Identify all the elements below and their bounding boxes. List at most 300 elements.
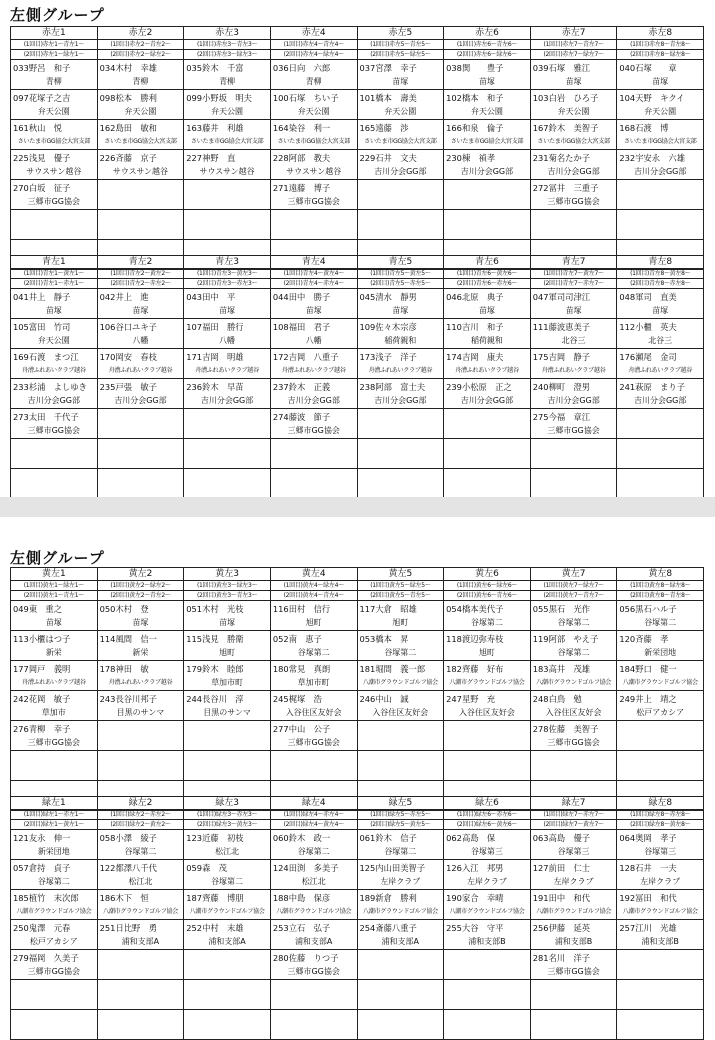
- route-cell: (2回目)青左2～赤左2～: [97, 279, 184, 289]
- player-name: 105富田 竹司: [13, 321, 71, 332]
- player-name: 255大谷 守平: [446, 922, 504, 933]
- player-name: 229石井 文夫: [359, 152, 417, 163]
- club-name: 八潮市グラウンドゴルフ協会: [622, 678, 698, 686]
- player-cell: [444, 980, 531, 1010]
- course-header: 赤左2: [97, 27, 184, 40]
- player-cell: [530, 1010, 617, 1040]
- player-name: 250鬼澤 元春: [13, 922, 71, 933]
- player-cell: [270, 691, 357, 721]
- player-cell: [270, 180, 357, 210]
- player-name: 039石塚 雅江: [532, 62, 591, 73]
- player-name: 187齊藤 博朋: [186, 892, 244, 903]
- player-name: 046北原 典子: [446, 291, 504, 302]
- header-row: [11, 27, 704, 40]
- player-cell: [530, 210, 617, 240]
- club-name: 苗塚: [305, 305, 322, 315]
- route-cell: (2回目)緑左1～黄左1～: [11, 820, 98, 830]
- route-cell: (1回目)緑左1～赤左1～: [11, 810, 98, 820]
- route-cell: (2回目)緑左8～黄左8～: [617, 820, 704, 830]
- player-cell: [270, 1010, 357, 1040]
- player-cell: [97, 1010, 184, 1040]
- player-cell: [530, 289, 617, 319]
- club-name: 旭町: [392, 617, 409, 627]
- player-name: 275今福 章江: [532, 411, 591, 422]
- player-name: 271遠藤 博子: [272, 182, 331, 193]
- player-name: 253立石 弘子: [272, 922, 331, 933]
- club-name: 苗塚: [45, 617, 62, 627]
- player-cell: [530, 751, 617, 781]
- route-row: [11, 40, 704, 50]
- player-name: 110吉川 和子: [446, 321, 504, 332]
- club-name: 八潮市グラウンドゴルフ協会: [189, 907, 265, 915]
- club-name: さいたま市GG協会大宮支部: [450, 137, 524, 145]
- player-cell: [617, 120, 704, 150]
- route-cell: (1回目)黄左3～緑左3～: [184, 581, 271, 591]
- player-cell: [617, 830, 704, 860]
- player-cell: [97, 439, 184, 469]
- player-name: 103白岩 ひろ子: [532, 92, 599, 103]
- club-name: 稲荷親和: [384, 335, 417, 345]
- player-cell: [530, 180, 617, 210]
- player-name: 053橋本 昇: [359, 633, 409, 644]
- player-cell: [11, 409, 98, 439]
- player-cell: [270, 751, 357, 781]
- player-name: 281名川 洋子: [532, 952, 591, 963]
- player-cell: [617, 950, 704, 980]
- player-name: 113小櫃はつ子: [13, 633, 71, 644]
- player-cell: [357, 439, 444, 469]
- player-cell: [97, 751, 184, 781]
- route-cell: (2回目)赤左5～緑左5～: [357, 50, 444, 60]
- player-cell: [11, 469, 98, 499]
- player-cell: [357, 980, 444, 1010]
- club-name: 浦和支部B: [641, 936, 679, 946]
- player-name: 183高井 茂雄: [532, 663, 591, 674]
- route-cell: (1回目)緑左2～赤左2～: [97, 810, 184, 820]
- player-cell: [617, 601, 704, 631]
- course-header: 黄左3: [184, 568, 271, 581]
- player-cell: [530, 830, 617, 860]
- player-name: 038関 豊子: [446, 62, 504, 73]
- player-cell: [357, 120, 444, 150]
- player-name: 037宮澤 幸子: [359, 62, 417, 73]
- route-cell: (1回目)緑左4～赤左4～: [270, 810, 357, 820]
- player-cell: [357, 860, 444, 890]
- player-name: 239小松原 正之: [446, 381, 512, 392]
- player-row: [11, 721, 704, 751]
- player-cell: [184, 830, 271, 860]
- route-cell: (2回目)青左4～赤左4～: [270, 279, 357, 289]
- club-name: 苗塚: [478, 76, 495, 86]
- player-name: 181堀間 義一郎: [359, 663, 426, 674]
- route-cell: (2回目)緑左3～黄左3～: [184, 820, 271, 830]
- club-name: 草加市町: [297, 677, 330, 687]
- course-header: 緑左2: [97, 797, 184, 810]
- club-name: 八潮市グラウンドゴルフ協会: [536, 678, 612, 686]
- route-cell: (1回目)黄左4～緑左4～: [270, 581, 357, 591]
- player-cell: [530, 120, 617, 150]
- player-cell: [11, 860, 98, 890]
- route-cell: (1回目)黄左2～緑左2～: [97, 581, 184, 591]
- club-name: 吉川分会GG部: [200, 395, 254, 405]
- club-name: 舟漕ふれあいクラブ越谷: [108, 366, 173, 374]
- player-cell: [97, 349, 184, 379]
- player-name: 248白鳥 勉: [532, 693, 582, 704]
- player-name: 047軍司司津江: [532, 291, 591, 302]
- club-name: 浦和支部B: [468, 936, 506, 946]
- route-row: [11, 581, 704, 591]
- course-header: 青左7: [530, 256, 617, 269]
- player-cell: [617, 150, 704, 180]
- player-cell: [530, 439, 617, 469]
- club-name: サウスサン越谷: [199, 166, 255, 176]
- player-cell: [444, 289, 531, 319]
- player-cell: [97, 409, 184, 439]
- player-name: 244長谷川 淳: [186, 693, 244, 704]
- player-name: 115浅見 勝衛: [186, 633, 244, 644]
- route-cell: (1回目)赤左6～青左6～: [444, 40, 531, 50]
- course-header: 青左3: [184, 256, 271, 269]
- player-name: 119阿部 やえ子: [532, 633, 599, 644]
- player-name: 252中村 末雄: [186, 922, 244, 933]
- club-name: 三郷市GG協会: [547, 737, 600, 747]
- player-name: 098松本 勝利: [99, 92, 157, 103]
- player-cell: [270, 60, 357, 90]
- course-header: 青左5: [357, 256, 444, 269]
- club-name: 三郷市GG協会: [27, 425, 81, 435]
- player-cell: [184, 349, 271, 379]
- player-cell: [530, 950, 617, 980]
- player-row: [11, 180, 704, 210]
- player-row: [11, 150, 704, 180]
- player-name: 243長谷川邦子: [99, 693, 157, 704]
- player-name: 099小野坂 明夫: [186, 92, 252, 103]
- player-cell: [617, 661, 704, 691]
- player-row: [11, 631, 704, 661]
- player-cell: [617, 379, 704, 409]
- club-name: 三郷市GG協会: [27, 737, 81, 747]
- club-name: 松江北: [301, 876, 326, 886]
- player-cell: [97, 830, 184, 860]
- club-name: 苗塚: [45, 305, 62, 315]
- player-cell: [444, 601, 531, 631]
- club-name: 舟漕ふれあいクラブ越谷: [628, 366, 693, 374]
- player-cell: [270, 319, 357, 349]
- club-name: 吉川分会GG部: [633, 166, 687, 176]
- player-name: 170岡安 春枝: [99, 351, 157, 362]
- player-cell: [11, 349, 98, 379]
- course-header: 緑左7: [530, 797, 617, 810]
- course-header: 赤左8: [617, 27, 704, 40]
- player-name: 033野呂 和子: [13, 62, 71, 73]
- player-cell: [11, 379, 98, 409]
- player-cell: [530, 409, 617, 439]
- player-cell: [184, 120, 271, 150]
- club-name: 浦和支部A: [294, 936, 333, 946]
- player-name: 178神田 敏: [99, 663, 149, 674]
- player-cell: [184, 439, 271, 469]
- player-cell: [357, 469, 444, 499]
- player-cell: [530, 349, 617, 379]
- club-name: 三郷市GG協会: [287, 966, 340, 976]
- club-name: 八潮市グラウンドゴルフ協会: [449, 678, 525, 686]
- player-row: [11, 120, 704, 150]
- player-name: 278佐藤 美智子: [532, 723, 599, 734]
- player-name: 054橋本美代子: [446, 603, 504, 614]
- player-cell: [184, 60, 271, 90]
- player-name: 124田渕 多美子: [272, 862, 339, 873]
- player-cell: [617, 721, 704, 751]
- player-cell: [444, 751, 531, 781]
- player-name: 254斎藤八重子: [359, 922, 417, 933]
- course-header: 青左4: [270, 256, 357, 269]
- player-name: 169石渡 まつ江: [13, 351, 79, 362]
- player-row: [11, 319, 704, 349]
- course-header: 赤左7: [530, 27, 617, 40]
- player-name: 121友永 伸一: [13, 832, 71, 843]
- club-name: 弁天公園: [124, 106, 157, 116]
- route-cell: (1回目)黄左6～緑左6～: [444, 581, 531, 591]
- club-name: 浦和支部B: [554, 936, 593, 946]
- player-name: 227神野 直: [186, 152, 236, 163]
- player-cell: [97, 60, 184, 90]
- player-cell: [11, 120, 98, 150]
- route-row: [11, 820, 704, 830]
- player-cell: [617, 751, 704, 781]
- player-cell: [11, 691, 98, 721]
- player-cell: [530, 920, 617, 950]
- player-name: 040石塚 章: [619, 62, 677, 73]
- player-cell: [184, 289, 271, 319]
- player-name: 059森 茂: [186, 862, 227, 873]
- player-cell: [357, 319, 444, 349]
- club-name: 吉川分会GG部: [460, 395, 514, 405]
- club-name: 谷塚第二: [124, 846, 157, 856]
- club-name: 青柳: [45, 76, 62, 86]
- player-cell: [357, 661, 444, 691]
- route-cell: (2回目)青左6～赤左6～: [444, 279, 531, 289]
- player-cell: [270, 920, 357, 950]
- player-name: 123近藤 初枝: [186, 832, 244, 843]
- player-name: 164染谷 利一: [272, 122, 331, 133]
- route-cell: (1回目)赤左5～青左5～: [357, 40, 444, 50]
- club-name: 新栄団地: [37, 846, 70, 856]
- player-cell: [11, 319, 98, 349]
- player-cell: [184, 920, 271, 950]
- club-name: 弁天公園: [384, 106, 417, 116]
- club-name: 松江北: [128, 876, 153, 886]
- player-cell: [11, 920, 98, 950]
- player-cell: [184, 751, 271, 781]
- player-name: 042井上 進: [99, 291, 149, 302]
- player-row: [11, 890, 704, 920]
- player-name: 188中島 保彦: [272, 892, 331, 903]
- course-header: 緑左4: [270, 797, 357, 810]
- player-cell: [11, 890, 98, 920]
- player-name: 161秋山 悦: [13, 122, 63, 133]
- club-name: 弁天公園: [470, 106, 503, 116]
- player-cell: [97, 950, 184, 980]
- player-cell: [444, 349, 531, 379]
- club-name: 谷塚第二: [384, 647, 417, 657]
- player-cell: [357, 721, 444, 751]
- club-name: 松戸アカシア: [636, 707, 685, 717]
- player-name: 104天野 キクイ: [619, 92, 685, 103]
- player-name: 184野口 健一: [619, 663, 677, 674]
- club-name: 新栄: [132, 647, 149, 657]
- player-name: 225浅見 優子: [13, 152, 71, 163]
- route-cell: (1回目)青左8～黄左8～: [617, 269, 704, 279]
- player-cell: [184, 90, 271, 120]
- club-name: さいたま市GG協会大宮支部: [277, 137, 350, 145]
- club-name: 吉川分会GG部: [114, 395, 167, 405]
- course-header: 青左8: [617, 256, 704, 269]
- player-name: 238阿部 富士夫: [359, 381, 426, 392]
- club-name: 八潮市グラウンドゴルフ協会: [16, 907, 92, 915]
- route-cell: (2回目)黄左5～青左5～: [357, 591, 444, 601]
- course-header: 赤左6: [444, 27, 531, 40]
- route-cell: (2回目)緑左5～黄左5～: [357, 820, 444, 830]
- player-name: 063高島 優子: [532, 832, 591, 843]
- player-cell: [11, 751, 98, 781]
- player-cell: [11, 601, 98, 631]
- club-name: 弁天公園: [211, 106, 244, 116]
- course-header: 黄左1: [11, 568, 98, 581]
- player-name: 163藤井 利雄: [186, 122, 244, 133]
- player-cell: [11, 180, 98, 210]
- header-row: [11, 797, 704, 810]
- player-name: 176瀬尾 金司: [619, 351, 677, 362]
- player-name: 128石井 一夫: [619, 862, 677, 873]
- player-cell: [270, 120, 357, 150]
- club-name: 旭町: [305, 617, 322, 627]
- player-cell: [444, 631, 531, 661]
- player-cell: [617, 890, 704, 920]
- player-name: 230棟 禎孝: [446, 152, 496, 163]
- player-cell: [530, 860, 617, 890]
- player-name: 280佐藤 りつ子: [272, 952, 339, 963]
- club-name: 旭町: [478, 647, 495, 657]
- route-cell: (2回目)黄左4～青左4～: [270, 591, 357, 601]
- player-name: 236鈴木 早苗: [186, 381, 244, 392]
- club-name: 苗塚: [132, 305, 149, 315]
- player-name: 127前田 仁士: [532, 862, 591, 873]
- club-name: 吉川分会GG部: [460, 166, 514, 176]
- player-cell: [184, 601, 271, 631]
- club-name: 苗塚: [478, 305, 495, 315]
- player-cell: [270, 950, 357, 980]
- player-name: 112小櫃 英夫: [619, 321, 677, 332]
- route-cell: (1回目)赤左7～青左7～: [530, 40, 617, 50]
- player-row: [11, 90, 704, 120]
- player-name: 241萩原 まり子: [619, 381, 685, 392]
- player-cell: [357, 950, 444, 980]
- club-name: 舟漕ふれあいクラブ越谷: [21, 678, 86, 686]
- player-name: 168石渡 博: [619, 122, 669, 133]
- player-cell: [444, 721, 531, 751]
- route-cell: (2回目)黄左2～青左2～: [97, 591, 184, 601]
- player-cell: [617, 1010, 704, 1040]
- route-cell: (1回目)青左1～黄左1～: [11, 269, 98, 279]
- player-cell: [97, 379, 184, 409]
- club-name: 稲荷親和: [470, 335, 503, 345]
- route-cell: (1回目)青左3～黄左3～: [184, 269, 271, 279]
- player-cell: [357, 601, 444, 631]
- player-cell: [444, 920, 531, 950]
- club-name: 吉川分会GG部: [374, 166, 427, 176]
- club-name: 苗塚: [219, 617, 236, 627]
- player-cell: [444, 860, 531, 890]
- route-cell: (2回目)黄左1～青左1～: [11, 591, 98, 601]
- player-name: 166和泉 倫子: [446, 122, 504, 133]
- player-cell: [97, 180, 184, 210]
- club-name: 谷塚第二: [644, 617, 677, 627]
- player-cell: [97, 319, 184, 349]
- player-cell: [617, 691, 704, 721]
- player-name: 109佐々木宗彦: [359, 321, 417, 332]
- player-row: [11, 980, 704, 1010]
- course-header: 黄左7: [530, 568, 617, 581]
- player-cell: [530, 469, 617, 499]
- player-cell: [530, 980, 617, 1010]
- club-name: 苗塚: [132, 617, 149, 627]
- player-cell: [530, 631, 617, 661]
- player-cell: [97, 150, 184, 180]
- group-title: 左側グループ: [10, 549, 105, 567]
- player-cell: [444, 60, 531, 90]
- player-cell: [270, 860, 357, 890]
- player-name: 191田中 和代: [532, 892, 591, 903]
- player-name: 061鈴木 信子: [359, 832, 417, 843]
- player-cell: [530, 319, 617, 349]
- club-name: 舟漕ふれあいクラブ越谷: [108, 678, 173, 686]
- player-cell: [530, 379, 617, 409]
- player-cell: [617, 349, 704, 379]
- club-name: 八潮市グラウンドゴルフ協会: [449, 907, 525, 915]
- pairing-table: [10, 26, 704, 270]
- player-name: 185植竹 末次郎: [13, 892, 79, 903]
- player-cell: [97, 210, 184, 240]
- player-cell: [97, 631, 184, 661]
- player-name: 173浅子 洋子: [359, 351, 417, 362]
- club-name: 舟漕ふれあいクラブ越谷: [281, 366, 346, 374]
- player-cell: [11, 90, 98, 120]
- club-name: サウスサン越谷: [286, 166, 342, 176]
- club-name: 浦和支部A: [208, 936, 246, 946]
- club-name: 吉川分会GG部: [547, 395, 600, 405]
- player-row: [11, 409, 704, 439]
- route-cell: (2回目)青左3～赤左3～: [184, 279, 271, 289]
- club-name: 草加市町: [211, 677, 244, 687]
- club-name: 三郷市GG協会: [27, 196, 81, 206]
- route-cell: (1回目)青左2～黄左2～: [97, 269, 184, 279]
- player-cell: [530, 60, 617, 90]
- player-row: [11, 751, 704, 781]
- player-cell: [270, 439, 357, 469]
- club-name: 松戸アカシア: [29, 936, 78, 946]
- route-cell: (2回目)緑左7～黄左7～: [530, 820, 617, 830]
- route-cell: (2回目)黄左8～青左8～: [617, 591, 704, 601]
- player-cell: [617, 631, 704, 661]
- player-name: 186木下 恒: [99, 892, 149, 903]
- club-name: 谷塚第二: [297, 846, 330, 856]
- route-cell: (1回目)青左6～黄左6～: [444, 269, 531, 279]
- route-cell: (2回目)青左1～赤左1～: [11, 279, 98, 289]
- page-1: [0, 0, 715, 497]
- player-cell: [444, 210, 531, 240]
- club-name: 弁天公園: [37, 106, 70, 116]
- route-cell: (2回目)赤左1～緑左1～: [11, 50, 98, 60]
